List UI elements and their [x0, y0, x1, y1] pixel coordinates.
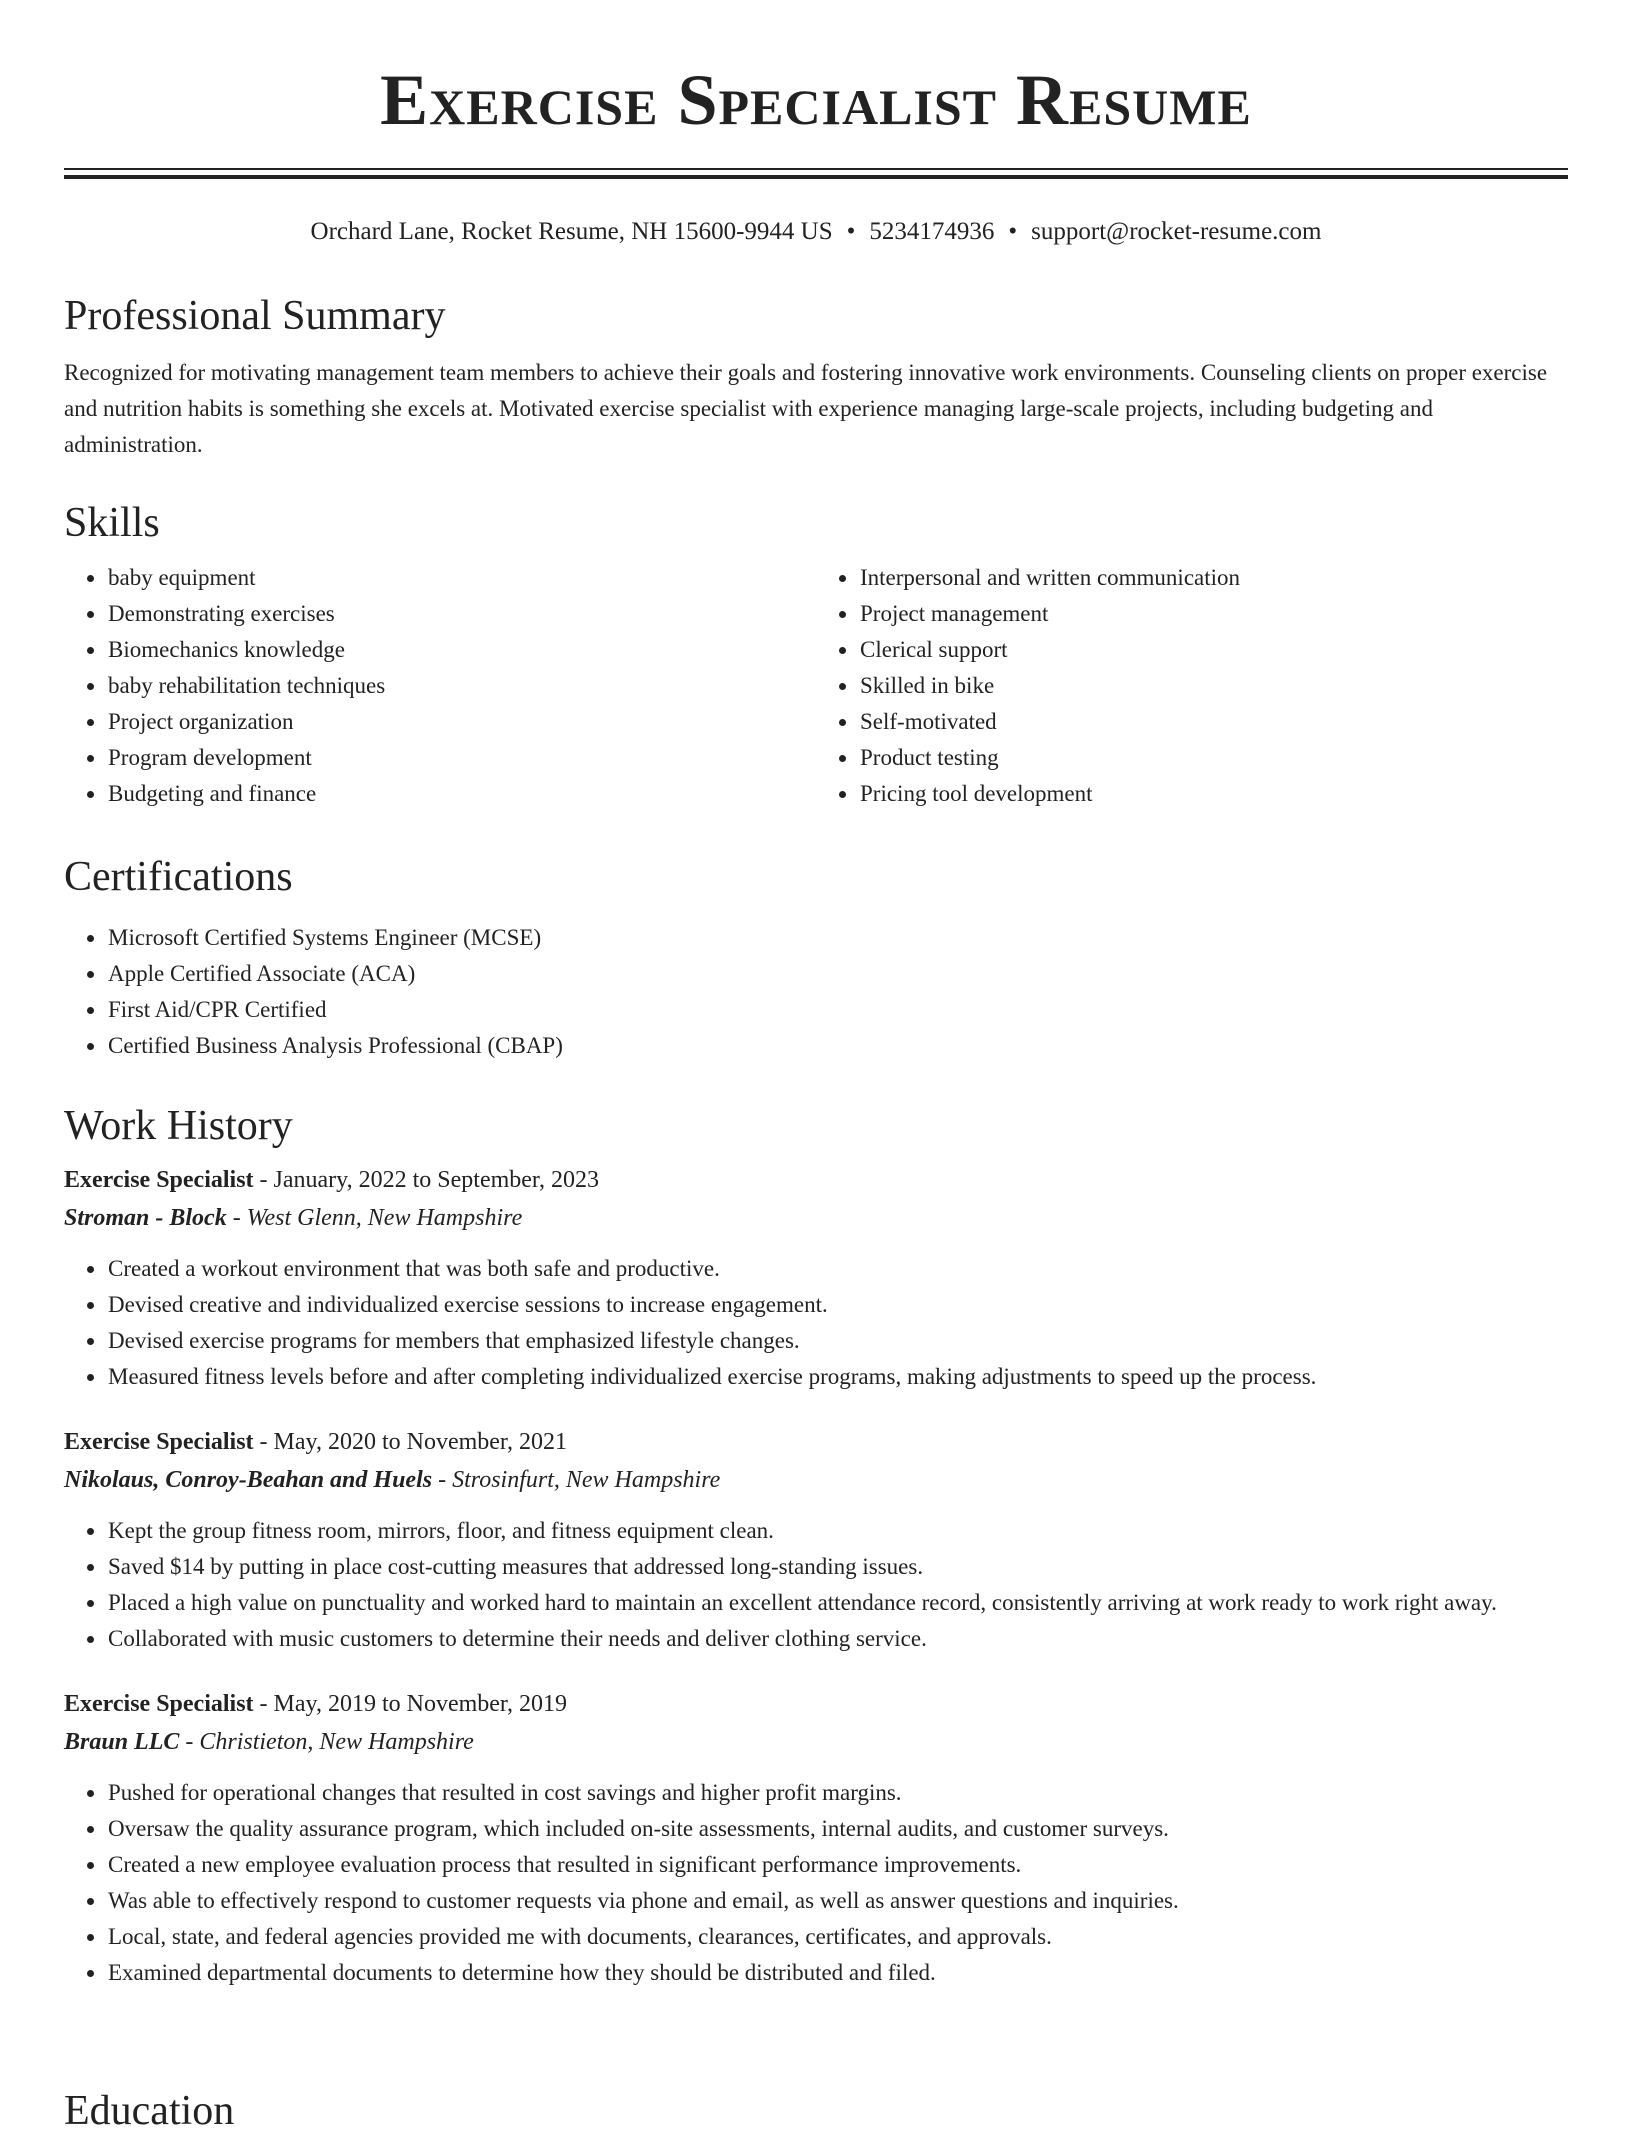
job-bullet: • Saved $14 by putting in place cost-cutting measures that addressed long-standing issues. — [107, 1549, 1568, 1585]
skills-list-left — [64, 560, 816, 812]
education-heading: Education — [64, 2088, 235, 2134]
job-bullet: • Created a new employee evaluation process that resulted in significant performance improvements. — [107, 1847, 1568, 1883]
job-location: - Strosinfurt, New Hampshire — [432, 1467, 721, 1493]
job-title-line — [64, 1685, 1568, 1723]
contact-separator: • — [1008, 218, 1018, 245]
certification-item: • First Aid/CPR Certified — [107, 992, 1568, 1028]
job-company: Nikolaus, Conroy-Beahan and Huels — [64, 1467, 433, 1493]
skill-item: • baby equipment — [107, 560, 816, 596]
job-entry — [64, 1423, 1568, 1657]
job-title-line — [64, 1161, 1568, 1199]
job-bullet: • Created a workout environment that was both safe and productive. — [107, 1251, 1568, 1287]
job-bullet: • Placed a high value on punctuality and worked hard to maintain an excellent attendance record, consistently arriving at work ready to work right away. — [107, 1585, 1568, 1621]
work-history-section — [64, 1100, 1568, 2019]
job-dates: - January, 2022 to September, 2023 — [253, 1167, 599, 1193]
job-company-line — [64, 1199, 1568, 1237]
certification-item: • Microsoft Certified Systems Engineer (MCSE) — [107, 920, 1568, 956]
summary-text: Recognized for motivating management team members to achieve their goals and fostering innovative work environments. Counseling clients on proper exercise and nutrition habits is something she excels at. Motivated exercise specialist with experience managing large-scale projects, including budgeting and administration. — [64, 360, 1548, 457]
job-company: Stroman - Block — [64, 1205, 227, 1231]
skill-item: • Product testing — [859, 740, 1568, 776]
education-section — [64, 2085, 1568, 2137]
job-bullet: • Pushed for operational changes that resulted in cost savings and higher profit margins. — [107, 1775, 1568, 1811]
job-bullet: • Devised creative and individualized exercise sessions to increase engagement. — [107, 1287, 1568, 1323]
skills-heading: Skills — [64, 500, 160, 546]
job-bullets — [64, 1775, 1568, 1991]
skills-columns — [64, 560, 1568, 812]
skills-list-right — [816, 560, 1568, 812]
skill-item: • baby rehabilitation techniques — [107, 668, 816, 704]
skill-item: • Budgeting and finance — [107, 776, 816, 812]
skill-item: • Project management — [859, 596, 1568, 632]
skill-item: • Self-motivated — [859, 704, 1568, 740]
job-entry — [64, 1161, 1568, 1395]
contact-address: Orchard Lane, Rocket Resume, NH 15600-9944 US — [310, 218, 833, 245]
contact-separator: • — [846, 218, 856, 245]
contact-phone: 5234174936 — [869, 218, 995, 245]
skill-item: • Clerical support — [859, 632, 1568, 668]
skills-section — [64, 497, 1568, 812]
title-rule-thin — [64, 168, 1568, 170]
job-company-line — [64, 1461, 1568, 1499]
certifications-section — [64, 851, 1568, 1064]
skill-item: • Skilled in bike — [859, 668, 1568, 704]
job-company: Braun LLC — [64, 1729, 180, 1755]
certifications-list — [64, 920, 1568, 1064]
jobs-list — [64, 1161, 1568, 1991]
job-bullet: • Oversaw the quality assurance program, which included on-site assessments, internal audits, and customer surveys. — [107, 1811, 1568, 1847]
job-entry — [64, 1685, 1568, 1991]
skill-item: • Program development — [107, 740, 816, 776]
skill-item: • Interpersonal and written communication — [859, 560, 1568, 596]
job-bullet: • Examined departmental documents to determine how they should be distributed and filed. — [107, 1955, 1568, 1991]
job-role: Exercise Specialist — [64, 1429, 254, 1455]
certifications-heading: Certifications — [64, 854, 293, 900]
job-dates: - May, 2020 to November, 2021 — [253, 1429, 567, 1455]
title-rule-thick — [64, 175, 1568, 179]
skill-item: • Demonstrating exercises — [107, 596, 816, 632]
job-dates: - May, 2019 to November, 2019 — [253, 1691, 567, 1717]
job-bullet: • Was able to effectively respond to customer requests via phone and email, as well as answer questions and inquiries. — [107, 1883, 1568, 1919]
job-location: - Christieton, New Hampshire — [179, 1729, 474, 1755]
job-bullet: • Local, state, and federal agencies provided me with documents, clearances, certificates, and approvals. — [107, 1919, 1568, 1955]
work-history-heading: Work History — [64, 1103, 293, 1149]
skill-item: • Biomechanics knowledge — [107, 632, 816, 668]
job-title-line — [64, 1423, 1568, 1461]
job-bullets — [64, 1513, 1568, 1657]
job-role: Exercise Specialist — [64, 1691, 254, 1717]
summary-heading: Professional Summary — [64, 293, 446, 339]
summary-section — [64, 290, 1568, 463]
resume-title: Exercise Specialist Resume — [380, 60, 1252, 140]
certification-item: • Certified Business Analysis Professional (CBAP) — [107, 1028, 1568, 1064]
skill-item: • Pricing tool development — [859, 776, 1568, 812]
job-bullet: • Collaborated with music customers to determine their needs and deliver clothing service. — [107, 1621, 1568, 1657]
certification-item: • Apple Certified Associate (ACA) — [107, 956, 1568, 992]
job-company-line — [64, 1723, 1568, 1761]
job-location: - West Glenn, New Hampshire — [226, 1205, 523, 1231]
contact-line — [0, 214, 1632, 250]
job-bullet: • Devised exercise programs for members that emphasized lifestyle changes. — [107, 1323, 1568, 1359]
job-role: Exercise Specialist — [64, 1167, 254, 1193]
job-bullet: • Kept the group fitness room, mirrors, floor, and fitness equipment clean. — [107, 1513, 1568, 1549]
job-bullets — [64, 1251, 1568, 1395]
contact-email[interactable]: support@rocket-resume.com — [1031, 218, 1322, 245]
job-bullet: • Measured fitness levels before and after completing individualized exercise programs, making adjustments to speed up the process. — [107, 1359, 1568, 1395]
skill-item: • Project organization — [107, 704, 816, 740]
